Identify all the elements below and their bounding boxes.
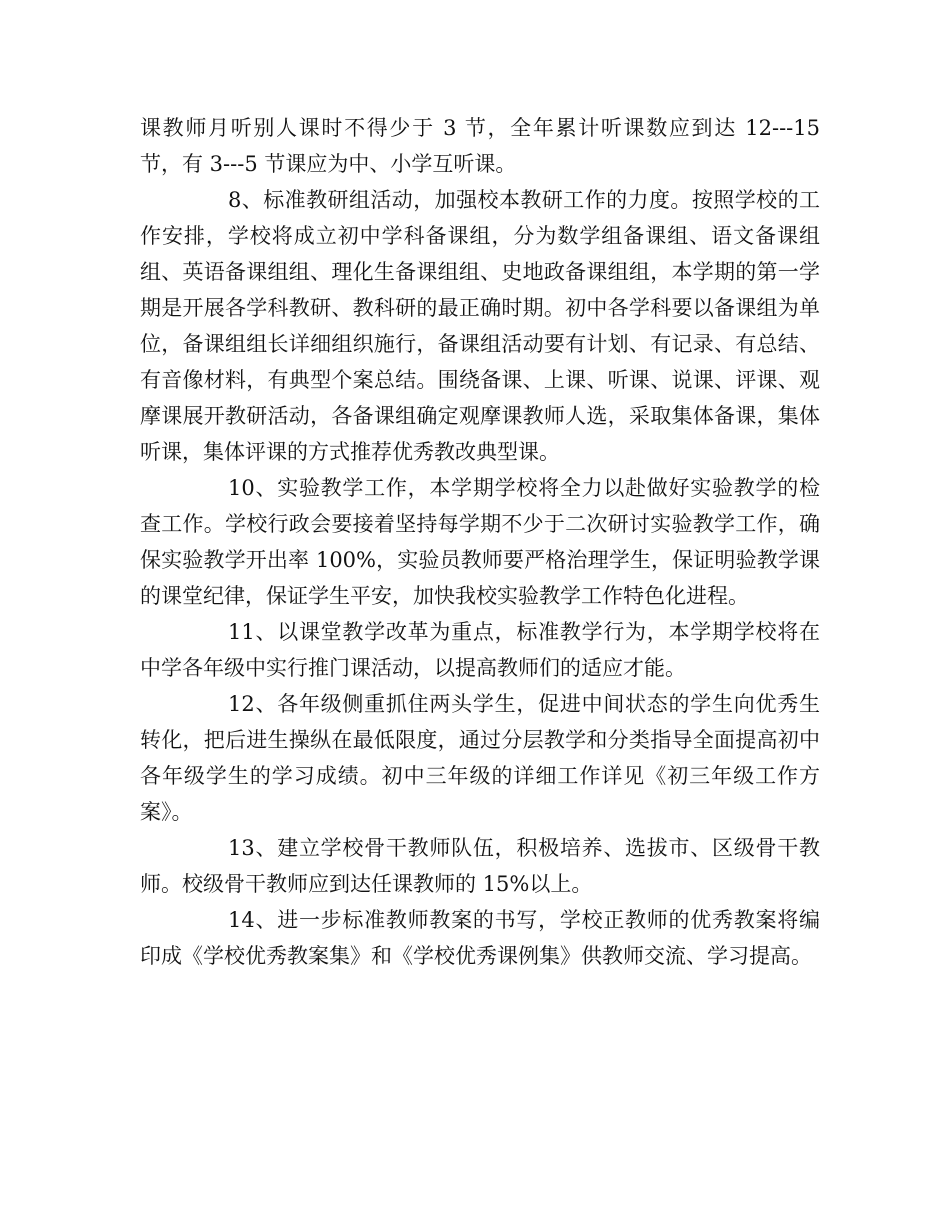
paragraph-item-13: 13、建立学校骨干教师队伍，积极培养、选拔市、区级骨干教师。校级骨干教师应到达任课教师的 15%以上。 [140,836,820,896]
document-page [140,110,820,974]
paragraph-item-8: 8、标准教研组活动，加强校本教研工作的力度。按照学校的工作安排，学校将成立初中学科备课组，分为数学组备课组、语文备课组组、英语备课组组、理化生备课组组、史地政备课组组，本学期的第一学期是开展各学科教研、教科研的最正确时期。初中各学科要以备课组为单位，备课组组长详细组织施行，备课组活动要有计划、有记录、有总结、有音像材料，有典型个案总结。围绕备课、上课、听课、说课、评课、观摩课展开教研活动，各备课组确定观摩课教师人选，采取集体备课，集体听课，集体评课的方式推荐优秀教改典型课。 [140,188,820,464]
paragraph-item-12: 12、各年级侧重抓住两头学生，促进中间状态的学生向优秀生转化，把后进生操纵在最低限度，通过分层教学和分类指导全面提高初中各年级学生的学习成绩。初中三年级的详细工作详见《初三年级工作方案》。 [140,692,820,824]
paragraph-item-10: 10、实验教学工作，本学期学校将全力以赴做好实验教学的检查工作。学校行政会要接着坚持每学期不少于二次研讨实验教学工作，确保实验教学开出率 100%，实验员教师要严格治理学生，保证明验教学课的课堂纪律，保证学生平安，加快我校实验教学工作特色化进程。 [140,476,820,608]
paragraph-item-11: 11、以课堂教学改革为重点，标准教学行为，本学期学校将在中学各年级中实行推门课活动，以提高教师们的适应才能。 [140,620,820,680]
paragraph-item-14: 14、进一步标准教师教案的书写，学校正教师的优秀教案将编印成《学校优秀教案集》和《学校优秀课例集》供教师交流、学习提高。 [140,908,820,968]
paragraph-continuation: 课教师月听别人课时不得少于 3 节，全年累计听课数应到达 12---15 节，有 3---5 节课应为中、小学互听课。 [140,116,820,176]
